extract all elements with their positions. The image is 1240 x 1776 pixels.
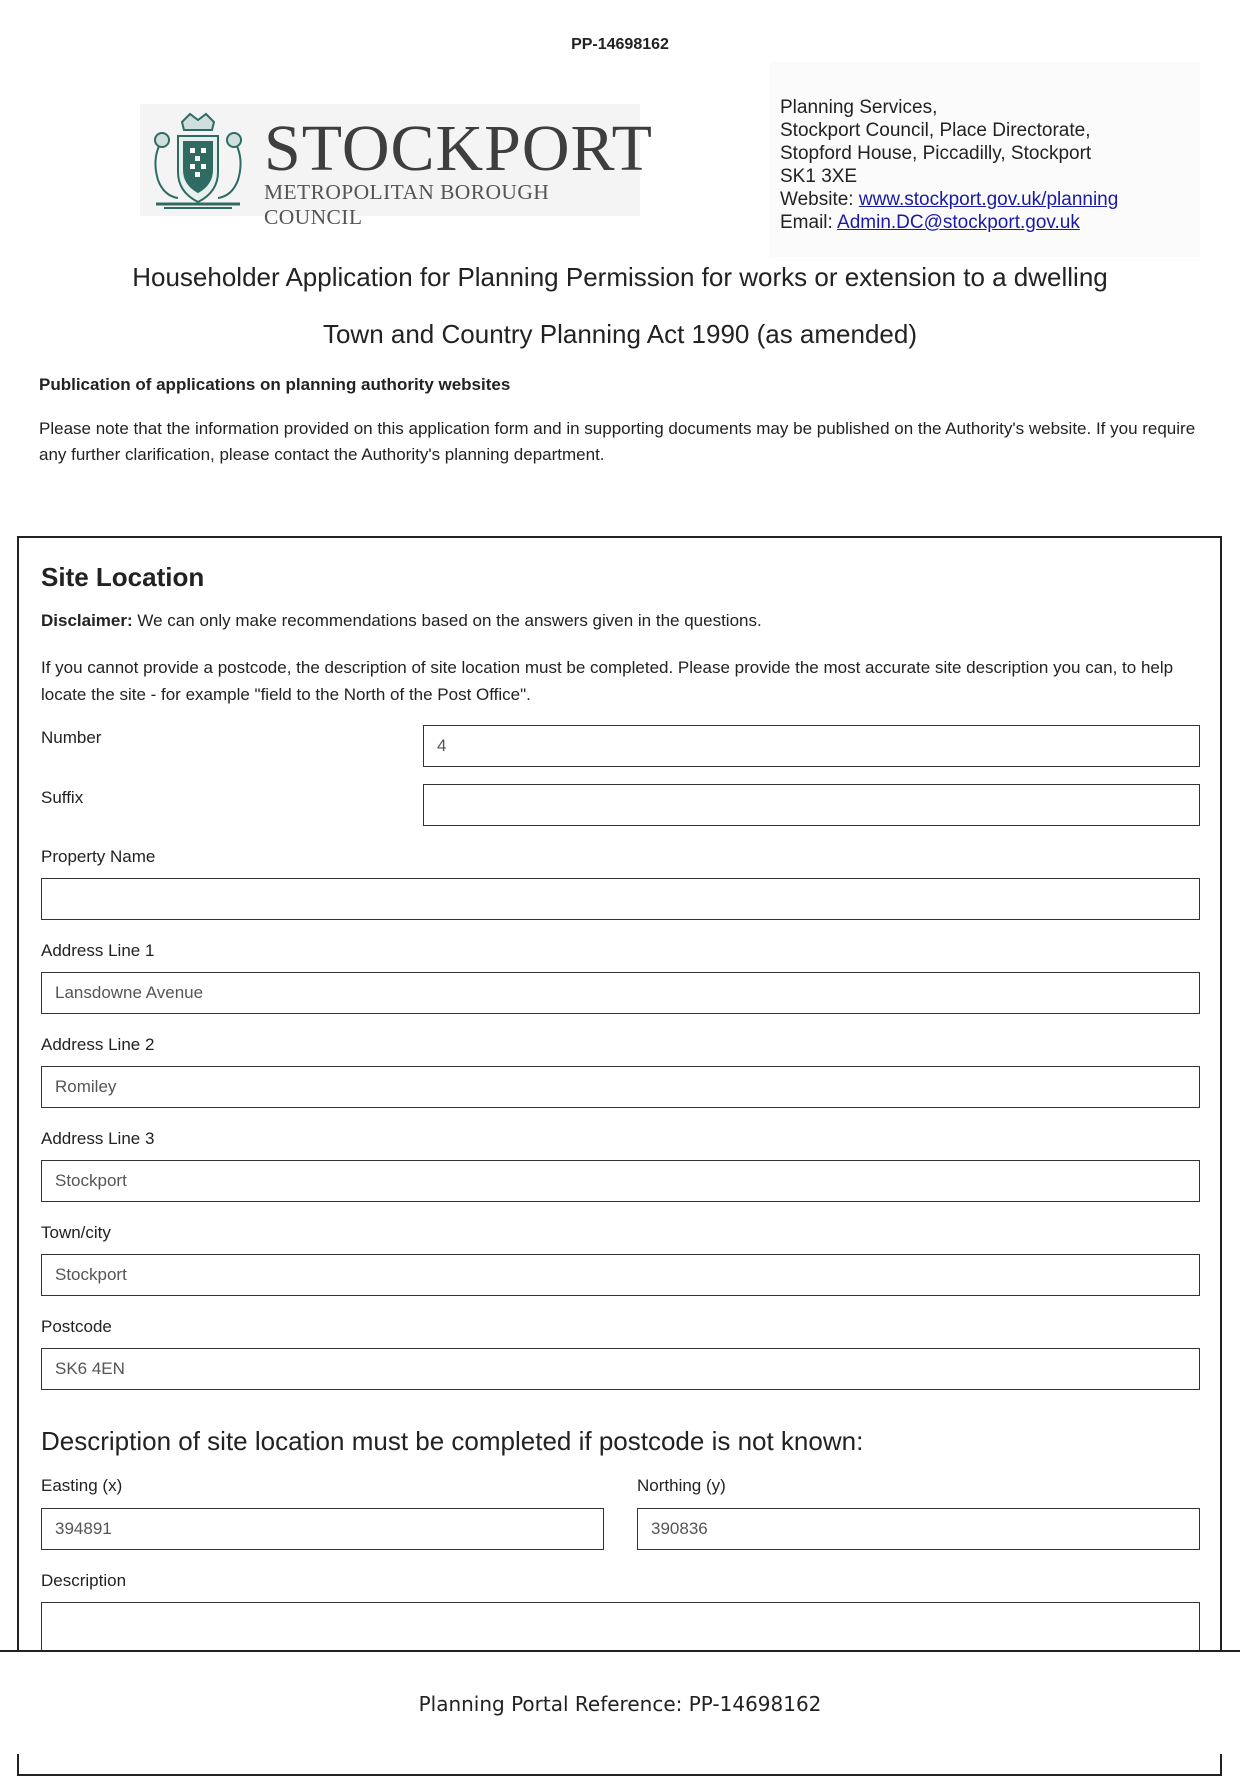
council-crest-icon xyxy=(142,110,254,214)
description-label: Description xyxy=(41,1571,127,1590)
council-logo xyxy=(140,104,653,229)
address-line: Stockport Council, Place Directorate, xyxy=(780,120,1091,141)
northing-field[interactable]: 390836 xyxy=(637,1508,1200,1550)
website-label: Website: xyxy=(780,189,854,210)
email-label: Email: xyxy=(780,212,833,233)
address-line: Planning Services, xyxy=(780,97,938,118)
email-link[interactable]: Admin.DC@stockport.gov.uk xyxy=(837,212,1080,233)
logo-subtitle: METROPOLITAN BOROUGH COUNCIL xyxy=(264,180,550,229)
email-row xyxy=(780,211,1200,234)
act-title: Town and Country Planning Act 1990 (as amended) xyxy=(322,319,918,349)
publication-text: Please note that the information provided on this application form and in supporting documents may be published on the Authority's website. If you require any further clarification, please contact the Authority's planning department. xyxy=(39,419,1196,464)
publication-heading: Publication of applications on planning authority websites xyxy=(39,375,511,394)
website-row xyxy=(780,188,1200,211)
postcode-label: Postcode xyxy=(41,1317,112,1336)
number-label: Number xyxy=(41,728,102,747)
description-heading: Description of site location must be completed if postcode is not known: xyxy=(41,1426,864,1456)
town-city-label: Town/city xyxy=(41,1223,111,1242)
town-city-field[interactable]: Stockport xyxy=(41,1254,1200,1296)
property-name-label: Property Name xyxy=(41,847,156,866)
property-name-field[interactable] xyxy=(41,878,1200,920)
disclaimer-text: We can only make recommendations based on the answers given in the questions. xyxy=(132,611,762,630)
postcode-field[interactable]: SK6 4EN xyxy=(41,1348,1200,1390)
disclaimer-label: Disclaimer: xyxy=(41,611,133,630)
suffix-field[interactable] xyxy=(423,784,1200,826)
council-address xyxy=(770,62,1200,257)
disclaimer xyxy=(41,611,762,631)
reference-number: PP-14698162 xyxy=(571,36,669,53)
section-title: Site Location xyxy=(41,562,205,592)
website-link[interactable]: www.stockport.gov.uk/planning xyxy=(858,189,1119,210)
easting-field[interactable]: 394891 xyxy=(41,1508,604,1550)
number-field[interactable]: 4 xyxy=(423,725,1200,767)
address-line: SK1 3XE xyxy=(780,166,858,187)
suffix-label: Suffix xyxy=(41,788,84,807)
site-location-section xyxy=(17,536,1222,1776)
address-line-3-field[interactable]: Stockport xyxy=(41,1160,1200,1202)
address-line-3-label: Address Line 3 xyxy=(41,1129,155,1148)
footer-reference: Planning Portal Reference: PP-14698162 xyxy=(418,1692,822,1716)
logo-name: STOCKPORT xyxy=(264,112,653,185)
postcode-note: If you cannot provide a postcode, the description of site location must be completed. Please provide the most accurate site description you can, to help locate the site - for example "field to the North of the Post Office". xyxy=(41,658,1174,704)
address-line-2-label: Address Line 2 xyxy=(41,1035,155,1054)
address-line-2-field[interactable]: Romiley xyxy=(41,1066,1200,1108)
form-title: Householder Application for Planning Permission for works or extension to a dwelling xyxy=(132,262,1108,292)
northing-label: Northing (y) xyxy=(637,1476,726,1495)
footer-divider xyxy=(0,1650,1240,1652)
address-line-1-field[interactable]: Lansdowne Avenue xyxy=(41,972,1200,1014)
address-line-1-label: Address Line 1 xyxy=(41,941,155,960)
address-line: Stopford House, Piccadilly, Stockport xyxy=(780,143,1092,164)
easting-label: Easting (x) xyxy=(41,1476,123,1495)
